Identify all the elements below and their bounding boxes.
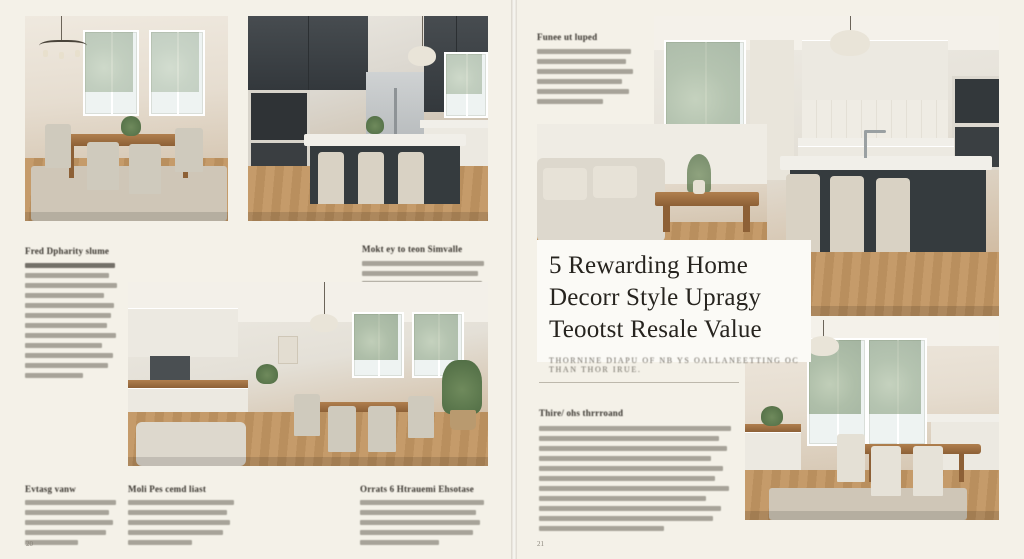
faucet-spout bbox=[864, 130, 886, 133]
title-line-2: Decorr Style Upragy bbox=[549, 284, 762, 311]
chandelier-bulb bbox=[59, 52, 64, 59]
sofa-cushion bbox=[543, 168, 587, 200]
wall-oven bbox=[952, 76, 999, 126]
pendant-cord bbox=[422, 16, 423, 48]
vase bbox=[693, 180, 705, 194]
title-line-3: Teootst Resale Value bbox=[549, 316, 762, 343]
upper-middle-heading: Mokt ey to teon Simvalle bbox=[362, 244, 463, 254]
window-greenery bbox=[414, 314, 458, 360]
left-page-number: 20 bbox=[26, 540, 33, 548]
faucet-icon bbox=[864, 132, 867, 158]
right-page-number: 21 bbox=[537, 540, 544, 548]
photo-shadow bbox=[745, 511, 999, 520]
body-heading: Thire/ ohs thrrroand bbox=[539, 408, 624, 418]
dining-chair bbox=[294, 394, 320, 436]
living-room-sofa-photo bbox=[537, 124, 767, 252]
window-greenery bbox=[354, 314, 398, 360]
coffee-table-leg bbox=[663, 206, 670, 232]
photo-shadow bbox=[25, 212, 228, 221]
divider-rule bbox=[539, 382, 739, 383]
dining-chair bbox=[913, 446, 943, 496]
sofa-cushion bbox=[593, 166, 637, 198]
countertop bbox=[798, 138, 954, 146]
pendant-cord bbox=[324, 282, 325, 316]
planter-basket bbox=[450, 410, 476, 430]
left-intro-column bbox=[25, 246, 121, 383]
photo-shadow bbox=[128, 457, 488, 466]
kicker-heading: Funee ut luped bbox=[537, 32, 598, 42]
dining-chair bbox=[45, 124, 71, 168]
article-subtitle: THORNINE DIAPU OF NB YS OALLANEETTING OC THAN THOR IRUE. bbox=[549, 356, 800, 374]
photo-shadow bbox=[248, 212, 488, 221]
dining-chair bbox=[368, 406, 396, 452]
window-greenery bbox=[446, 54, 482, 94]
right-page bbox=[513, 0, 1024, 559]
window-greenery bbox=[151, 32, 199, 92]
range-hood bbox=[150, 356, 190, 380]
counter-stool bbox=[358, 152, 384, 204]
pendant-light bbox=[830, 30, 870, 56]
coffee-table bbox=[655, 192, 759, 206]
kicker-column bbox=[537, 32, 637, 109]
left-intro-heading: Fred Dpharity slume bbox=[25, 246, 110, 256]
spread-gutter bbox=[511, 0, 517, 559]
table-centerpiece-plant bbox=[121, 116, 141, 136]
counter-stool bbox=[830, 176, 864, 260]
chandelier-cord bbox=[61, 16, 62, 42]
title-line-1: 5 Rewarding Home bbox=[549, 252, 748, 279]
caption-two bbox=[128, 484, 238, 550]
dining-chair bbox=[837, 434, 865, 482]
caption-three-heading: Orrats 6 Htrauemi Ehsotase bbox=[360, 484, 474, 494]
dining-chair bbox=[87, 142, 119, 190]
island-countertop bbox=[304, 134, 466, 146]
countertop bbox=[420, 120, 488, 128]
counter-stool bbox=[318, 152, 344, 204]
floor-plant bbox=[442, 360, 482, 414]
body-column bbox=[539, 408, 735, 536]
coffee-table-leg bbox=[743, 206, 750, 232]
dining-chair bbox=[408, 396, 434, 438]
caption-one-heading: Evtasg vanw bbox=[25, 484, 76, 494]
island-countertop bbox=[780, 156, 992, 170]
upper-cabinets bbox=[128, 308, 238, 357]
dining-chair bbox=[328, 406, 356, 452]
wall-art bbox=[278, 336, 298, 364]
island-plant bbox=[366, 116, 384, 134]
table-leg bbox=[959, 454, 964, 482]
article-title bbox=[549, 250, 817, 374]
caption-one bbox=[25, 484, 121, 550]
cabinet-seam bbox=[308, 16, 309, 90]
upper-cabinets bbox=[892, 40, 948, 101]
counter-plant bbox=[256, 364, 278, 384]
window-greenery bbox=[869, 340, 921, 414]
pendant-light bbox=[310, 314, 338, 332]
caption-three bbox=[360, 484, 488, 550]
dining-chair bbox=[871, 446, 901, 496]
dining-room-photo bbox=[25, 16, 228, 221]
chandelier-bulb bbox=[75, 50, 80, 57]
pendant-light bbox=[408, 46, 436, 66]
window-greenery bbox=[85, 32, 133, 92]
kitchen-dark-cabinets-photo bbox=[248, 16, 488, 221]
dining-chair bbox=[129, 144, 161, 194]
open-plan-kitchen-dining-photo bbox=[128, 282, 488, 466]
countertop bbox=[927, 414, 999, 422]
dining-chair bbox=[175, 128, 203, 172]
counter-stool bbox=[398, 152, 424, 204]
counter-plant bbox=[761, 406, 783, 426]
chandelier-bulb bbox=[43, 50, 48, 57]
wall-oven bbox=[248, 90, 310, 146]
caption-two-heading: Moli Pes cemd liast bbox=[128, 484, 207, 494]
butcher-block-counter bbox=[128, 380, 248, 388]
